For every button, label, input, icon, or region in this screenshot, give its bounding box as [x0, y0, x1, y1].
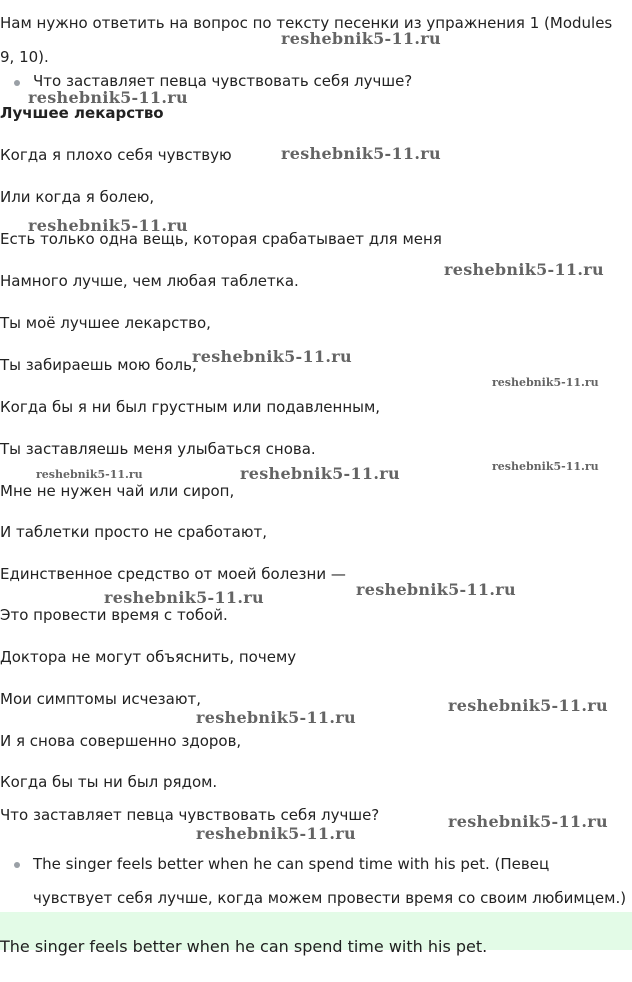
watermark: reshebnik5-11.ru — [444, 260, 604, 279]
song-line: И таблетки просто не сработают, — [0, 523, 267, 541]
watermark: reshebnik5-11.ru — [196, 824, 356, 843]
song-line: И я снова совершенно здоров, — [0, 732, 242, 750]
watermark: reshebnik5-11.ru — [28, 216, 188, 235]
song-line: Ты заставляешь меня улыбаться снова. — [0, 440, 316, 458]
song-line: Намного лучше, чем любая таблетка. — [0, 272, 299, 290]
watermark: reshebnik5-11.ru — [104, 588, 264, 607]
song-line: Есть только одна вещь, которая срабатывает для меня — [0, 230, 442, 248]
watermark: reshebnik5-11.ru — [448, 812, 608, 831]
song-line: Когда бы я ни был грустным или подавленным, — [0, 398, 381, 416]
song-line: Ты забираешь мою боль, — [0, 356, 197, 374]
answer-bullet-line1: The singer feels better when he can spend time with his pet. (Певец — [33, 855, 550, 873]
bullet-dot — [14, 862, 20, 868]
song-line: Когда бы ты ни был рядом. — [0, 773, 218, 791]
song-line: Единственное средство от моей болезни — — [0, 565, 346, 583]
watermark: reshebnik5-11.ru — [356, 580, 516, 599]
song-line: Это провести время с тобой. — [0, 606, 228, 624]
song-line: Мне не нужен чай или сироп, — [0, 482, 235, 500]
song-line: Мои симптомы исчезают, — [0, 690, 201, 708]
watermark: reshebnik5-11.ru — [448, 696, 608, 715]
watermark: reshebnik5-11.ru — [281, 144, 441, 163]
song-title: Лучшее лекарство — [0, 104, 164, 122]
answer-highlight-text: The singer feels better when he can spend time with his pet. — [0, 937, 488, 956]
watermark: reshebnik5-11.ru — [281, 29, 441, 48]
song-line: Доктора не могут объяснить, почему — [0, 648, 297, 666]
bullet-dot — [14, 80, 20, 86]
song-line: Ты моё лучшее лекарство, — [0, 314, 211, 332]
watermark: reshebnik5-11.ru — [196, 708, 356, 727]
question-repeat: Что заставляет певца чувствовать себя лучше? — [0, 806, 380, 824]
intro-paragraph: Нам нужно ответить на вопрос по тексту песенки из упражнения 1 (Modules 9, 10). — [0, 14, 613, 66]
watermark: reshebnik5-11.ru — [192, 347, 352, 366]
watermark: reshebnik5-11.ru — [492, 376, 599, 389]
watermark: reshebnik5-11.ru — [492, 460, 599, 473]
song-line: Или когда я болею, — [0, 188, 155, 206]
watermark: reshebnik5-11.ru — [28, 88, 188, 107]
watermark: reshebnik5-11.ru — [36, 468, 143, 481]
song-line: Когда я плохо себя чувствую — [0, 146, 232, 164]
question-bullet: Что заставляет певца чувствовать себя лучше? — [33, 72, 413, 90]
answer-bullet-line2: чувствует себя лучше, когда можем провести время со своим любимцем.) — [33, 889, 627, 907]
watermark: reshebnik5-11.ru — [240, 464, 400, 483]
